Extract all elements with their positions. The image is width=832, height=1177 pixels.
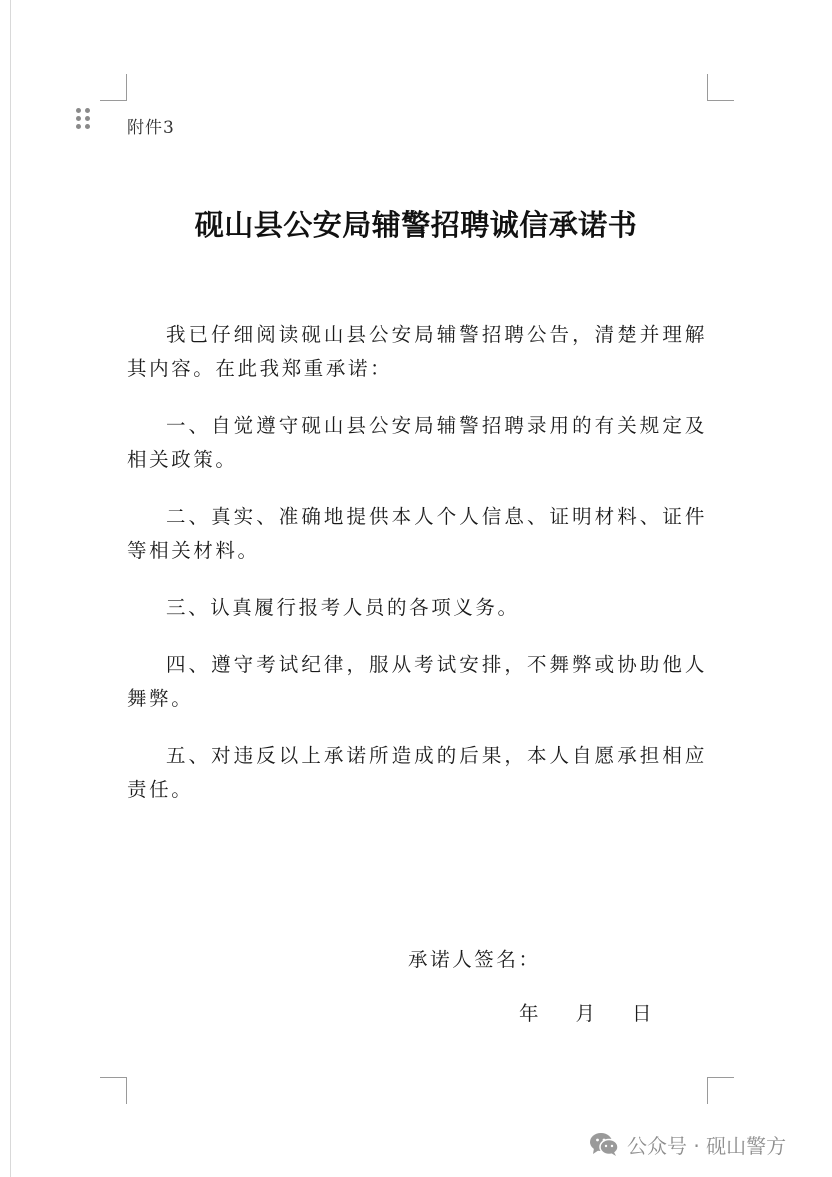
- paragraph-item-1: 一、自觉遵守砚山县公安局辅警招聘录用的有关规定及相关政策。: [127, 414, 707, 471]
- signature-label: 承诺人签名：: [408, 948, 541, 971]
- crop-mark-bottom-left: [100, 1077, 127, 1104]
- crop-mark-top-right: [707, 74, 734, 101]
- paragraph-item-5: 五、对违反以上承诺所造成的后果，本人自愿承担相应责任。: [127, 744, 707, 801]
- date-month: 月: [575, 1002, 596, 1025]
- paragraph-item-4: 四、遵守考试纪律，服从考试安排，不舞弊或协助他人舞弊。: [127, 653, 707, 710]
- paragraph-intro: 我已仔细阅读砚山县公安局辅警招聘公告，清楚并理解其内容。在此我郑重承诺：: [127, 323, 707, 380]
- document-title: 砚山县公安局辅警招聘诚信承诺书: [194, 208, 638, 242]
- wechat-icon: [589, 1131, 619, 1157]
- wechat-watermark: [589, 1127, 786, 1161]
- paragraph-item-3: 三、认真履行报考人员的各项义务。: [166, 596, 520, 619]
- attachment-label: 附件3: [127, 118, 175, 138]
- date-day: 日: [632, 1002, 652, 1025]
- page-edge: [10, 0, 11, 1177]
- crop-mark-top-left: [100, 74, 127, 101]
- date-year: 年: [519, 1002, 539, 1025]
- watermark-text: 公众号 · 砚山警方: [627, 1133, 787, 1158]
- paragraph-item-2: 二、真实、准确地提供本人个人信息、证明材料、证件等相关材料。: [127, 505, 707, 562]
- drag-handle-icon[interactable]: [76, 108, 90, 130]
- document-body: [127, 318, 707, 830]
- crop-mark-bottom-right: [707, 1077, 734, 1104]
- date-line: [519, 998, 652, 1026]
